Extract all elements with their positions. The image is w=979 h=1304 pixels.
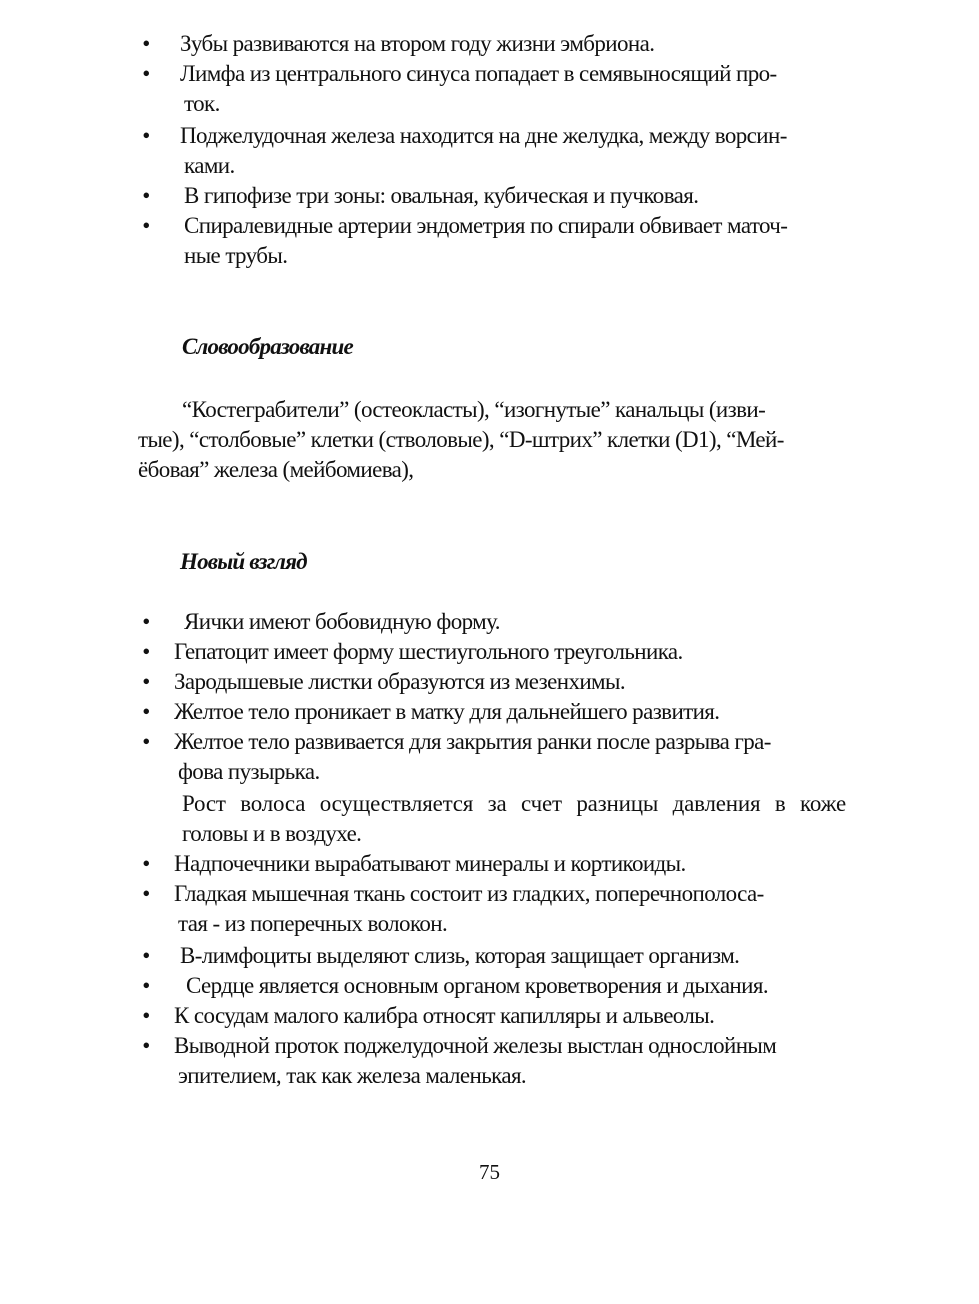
list-item: [142, 1031, 846, 1091]
list-item-line: фова пузырька.: [178, 759, 320, 784]
paragraph-line: тые), “столбовые” клетки (стволовые), “D-штрих” клетки (D1), “Мей-: [138, 427, 784, 452]
list-item-line: Выводной проток поджелудочной железы выстлан однослойным: [174, 1033, 777, 1058]
bullet-icon: •: [142, 213, 150, 238]
paragraph-line: [138, 395, 846, 425]
list-item-line: Зародышевые листки образуются из мезенхимы.: [174, 669, 626, 694]
bullet-icon: •: [142, 1003, 150, 1028]
list-item-line: В гипофизе три зоны: овальная, кубическая и пучковая.: [184, 183, 699, 208]
list-item-line: Надпочечники вырабатывают минералы и кортикоиды.: [174, 851, 686, 876]
list-item-line: Яички имеют бобовидную форму.: [184, 609, 500, 634]
list-item: [142, 879, 846, 939]
list-item: [142, 211, 848, 271]
bullet-icon: •: [142, 1033, 150, 1058]
bullet-icon: •: [142, 123, 150, 148]
list-item: [142, 849, 842, 879]
list-item-line: эпителием, так как железа маленькая.: [178, 1063, 527, 1088]
list-item: [142, 667, 842, 697]
bullet-icon: •: [142, 31, 150, 56]
paragraph: [138, 395, 846, 485]
list-item-line: ток.: [184, 91, 220, 116]
list-item-line: Зубы развиваются на втором году жизни эмбриона.: [180, 31, 655, 56]
list-item-line: Лимфа из центрального синуса попадает в семявыносящий про-: [180, 61, 777, 86]
bullet-icon: •: [142, 973, 150, 998]
list-item-line: Гепатоцит имеет форму шестиугольного треугольника.: [174, 639, 683, 664]
bullet-icon: •: [142, 669, 150, 694]
bullet-icon: •: [142, 639, 150, 664]
list-item-line: В-лимфоциты выделяют слизь, которая защищает организм.: [180, 943, 740, 968]
bullet-icon: •: [142, 851, 150, 876]
bullet-icon: •: [142, 183, 150, 208]
paragraph-line: головы и в воздухе.: [182, 821, 362, 846]
list-item: [142, 29, 848, 59]
bullet-icon: •: [142, 943, 150, 968]
plain-paragraph: [182, 789, 846, 849]
list-item: [142, 1001, 842, 1031]
bullet-icon: •: [142, 881, 150, 906]
list-item: [142, 607, 852, 637]
list-item: [142, 971, 854, 1001]
list-item-line: тая - из поперечных волокон.: [178, 911, 448, 936]
list-item-line: Поджелудочная железа находится на дне желудка, между ворсин-: [180, 123, 787, 148]
list-item: [142, 697, 842, 727]
bullet-icon: •: [142, 729, 150, 754]
section-heading: Новый взгляд: [180, 549, 307, 574]
list-item: [142, 637, 842, 667]
page-number: 75: [479, 1160, 500, 1184]
list-item-line: Спиралевидные артерии эндометрия по спирали обвивает маточ-: [184, 213, 788, 238]
list-item-line: К сосудам малого калибра относят капилляры и альвеолы.: [174, 1003, 715, 1028]
list-item-line: Желтое тело проникает в матку для дальнейшего развития.: [174, 699, 720, 724]
section-heading: Словообразование: [182, 334, 353, 359]
paragraph-line-text: “Костеграбители” (остеокласты), “изогнутые” канальцы (изви-: [182, 397, 766, 422]
bullet-icon: •: [142, 699, 150, 724]
bullet-icon: •: [142, 61, 150, 86]
list-item-line: ками.: [184, 153, 235, 178]
list-item-line: ные трубы.: [184, 243, 288, 268]
list-item: [142, 181, 852, 211]
list-item: [142, 941, 848, 971]
paragraph-line: Рост волоса осуществляется за счет разницы давления в коже: [182, 791, 846, 816]
list-item: [142, 59, 848, 119]
paragraph-line: ёбовая” железа (мейбомиева),: [138, 457, 414, 482]
list-item-line: Сердце является основным органом кроветворения и дыхания.: [186, 973, 768, 998]
list-item-line: Желтое тело развивается для закрытия ранки после разрыва гра-: [174, 729, 771, 754]
list-item-line: Гладкая мышечная ткань состоит из гладких, поперечнополоса-: [174, 881, 764, 906]
list-item: [142, 727, 846, 787]
bullet-icon: •: [142, 609, 150, 634]
list-item: [142, 121, 848, 181]
